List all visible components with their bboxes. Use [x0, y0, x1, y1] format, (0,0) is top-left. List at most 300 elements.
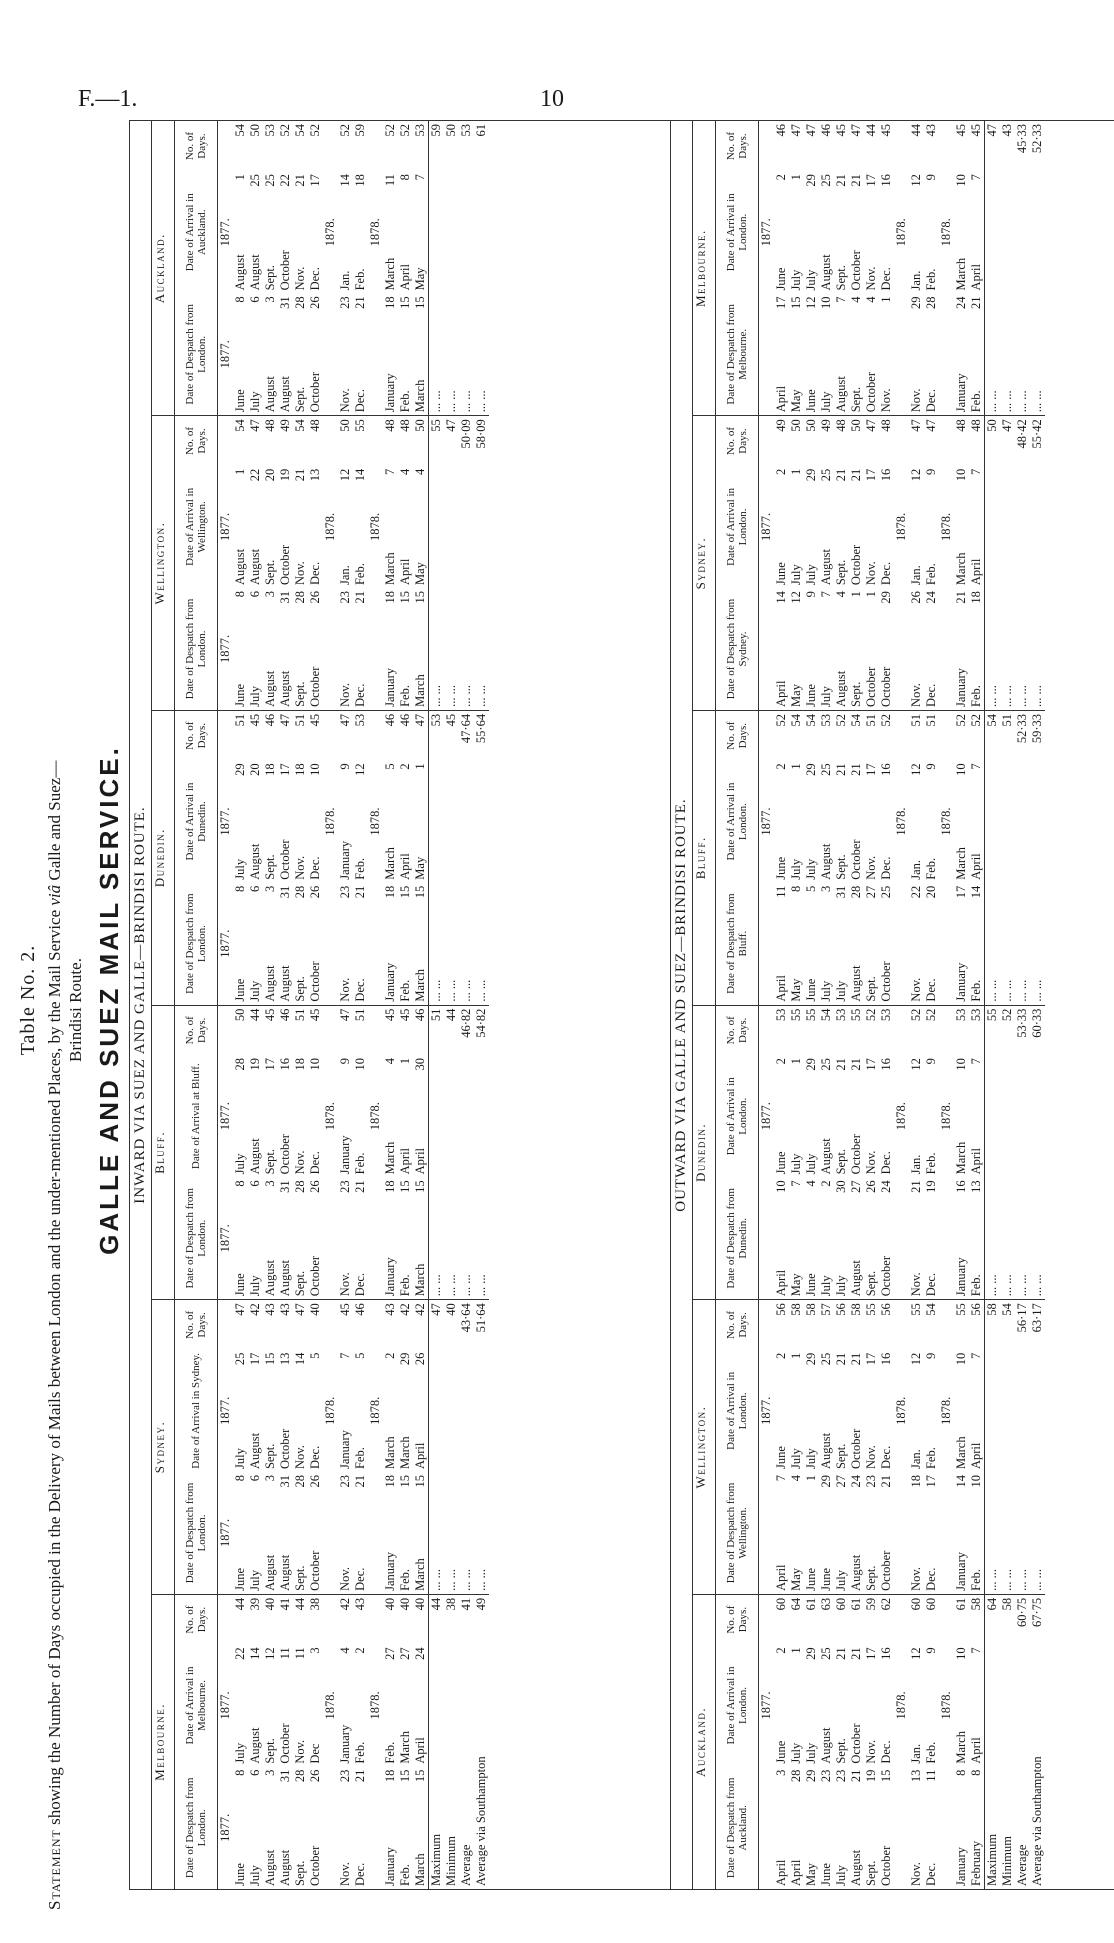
arrival-day: 1 [789, 1647, 803, 1654]
despatch-day: 15 [398, 591, 412, 604]
despatch-column-header: Date of Despatch from Melbourne. [716, 293, 759, 415]
arrival-month: Dec. [308, 561, 322, 586]
despatch-month: October [308, 1845, 322, 1886]
despatch-day: 3 [263, 1180, 277, 1187]
despatch-month: October [308, 1202, 323, 1299]
despatch-day: 26 [308, 591, 322, 604]
summary-value: 44 [444, 1008, 458, 1022]
arrival-month: July [233, 858, 247, 880]
arrival-day: 16 [879, 1647, 893, 1660]
days-count: 63 [819, 1597, 833, 1611]
despatch-day: 15 [398, 1769, 412, 1783]
arrival-day: 17 [248, 1352, 262, 1366]
arrival-day: 3 [308, 1647, 322, 1654]
days-column-header: No. of Days. [175, 1005, 218, 1055]
despatch-month: Nov. [909, 1202, 924, 1299]
year-label [368, 293, 383, 415]
despatch-day: 2 [819, 1180, 833, 1187]
year-label: 1878. [323, 1102, 337, 1131]
summary-label: Average [1015, 1844, 1029, 1886]
arrival-day: 20 [263, 468, 277, 482]
days-count: 59 [864, 1597, 878, 1611]
summary-value: 47 [985, 121, 1001, 171]
despatch-month: June [819, 1497, 834, 1594]
days-count: 49 [774, 419, 788, 432]
despatch-month: Nov. [909, 1862, 923, 1886]
arrival-month: Sept. [263, 559, 277, 586]
days-count: 48 [834, 419, 848, 432]
arrival-month: Feb. [353, 1447, 367, 1470]
despatch-day: 8 [969, 1769, 983, 1776]
despatch-day: 8 [233, 1769, 247, 1776]
despatch-month: Feb. [398, 1864, 412, 1886]
days-count: 52 [924, 1008, 938, 1022]
despatch-day: 21 [353, 1769, 367, 1783]
empty-cell [759, 1300, 775, 1350]
despatch-day: 21 [353, 296, 367, 309]
despatch-month: Sept. [293, 613, 308, 710]
table-row [338, 121, 353, 1889]
year-label: 1878. [323, 1396, 337, 1425]
despatch-day: 26 [864, 1180, 878, 1193]
arrival-day: 1 [413, 763, 427, 770]
year-label [894, 293, 909, 415]
despatch-day: 8 [233, 1475, 247, 1482]
despatch-day: 24 [954, 296, 968, 309]
arrival-month: October [278, 1723, 292, 1764]
despatch-month: August [834, 318, 849, 415]
days-count: 46 [278, 1008, 292, 1022]
year-label: 1878. [894, 1102, 908, 1131]
despatch-day: 19 [924, 1180, 938, 1193]
days-count: 47 [924, 419, 938, 432]
statement-line2: Brindisi Route. [66, 958, 85, 1062]
despatch-day: 15 [413, 885, 427, 899]
arrival-month: April [398, 1147, 412, 1175]
arrival-day: 25 [248, 174, 262, 187]
despatch-day: 23 [338, 296, 352, 309]
arrival-day: 21 [834, 1647, 848, 1660]
days-count: 44 [233, 1597, 247, 1611]
despatch-day: 31 [278, 1769, 292, 1783]
despatch-month: Nov. [338, 318, 353, 415]
despatch-day: 12 [804, 296, 818, 309]
place-header: Wellington. [152, 416, 175, 711]
arrival-month: April [969, 853, 983, 880]
arrival-month: Feb. [924, 1741, 938, 1764]
summary-value: 59 [429, 121, 445, 171]
empty-cell [368, 1005, 383, 1055]
days-count: 54 [789, 713, 803, 727]
despatch-month: August [278, 1849, 292, 1886]
summary-dots: ... ... [1000, 466, 1015, 711]
year-label [894, 1472, 909, 1594]
table-row [248, 121, 263, 1889]
arrival-day: 7 [969, 174, 983, 181]
days-column-header: No. of Days. [716, 121, 759, 171]
arrival-day: 17 [278, 763, 292, 776]
arrival-day: 7 [969, 763, 983, 770]
arrival-day: 2 [774, 468, 788, 475]
days-count: 46 [774, 124, 788, 137]
arrival-day: 8 [398, 174, 412, 181]
table-row [398, 121, 413, 1889]
summary-value: 41 [459, 1597, 473, 1611]
place-header: Melbourne. [152, 1594, 175, 1889]
despatch-day: 4 [804, 1180, 818, 1187]
despatch-day: 14 [969, 885, 983, 899]
despatch-month: March [413, 1202, 429, 1299]
empty-cell [218, 1300, 234, 1350]
inward-section [130, 121, 670, 1889]
arrival-day: 2 [398, 763, 412, 770]
despatch-day: 17 [954, 885, 968, 899]
despatch-day: 8 [233, 591, 247, 598]
days-count: 43 [353, 1597, 367, 1611]
empty-cell [894, 710, 909, 760]
days-count: 61 [954, 1597, 968, 1611]
arrival-month: August [819, 1432, 833, 1470]
despatch-month: Feb. [969, 318, 985, 415]
arrival-day: 21 [849, 468, 863, 482]
days-count: 44 [293, 1597, 307, 1611]
arrival-month: August [248, 1432, 262, 1470]
arrival-month: July [789, 858, 803, 880]
days-count: 40 [383, 1597, 397, 1611]
days-count: 58 [804, 1303, 818, 1316]
arrival-month: Feb. [353, 1152, 367, 1175]
empty-cell [759, 1005, 775, 1055]
despatch-month: Sept. [849, 613, 864, 710]
arrival-column-header: Date of Arrival in London. [716, 171, 759, 293]
despatch-month: August [834, 613, 849, 710]
days-count: 51 [924, 713, 938, 727]
summary-dots: ... ... [1030, 466, 1045, 711]
despatch-month: June [233, 1863, 247, 1886]
empty-cell [894, 416, 909, 466]
days-count: 39 [248, 1597, 262, 1611]
arrival-month: Sept. [263, 1149, 277, 1175]
arrival-month: August [248, 1138, 262, 1175]
days-count: 46 [383, 713, 397, 727]
arrival-month: October [849, 250, 863, 291]
arrival-month: Nov. [293, 1739, 307, 1764]
days-count: 48 [263, 419, 277, 432]
days-count: 52 [383, 124, 397, 137]
despatch-month: August [278, 908, 293, 1005]
year-label: 1877. [218, 807, 232, 836]
year-label [894, 883, 909, 1005]
days-count: 57 [819, 1303, 833, 1316]
days-count: 45 [398, 1008, 412, 1022]
empty-cell [759, 710, 775, 760]
outward-route-title: OUTWARD VIA GALLE AND SUEZ—BRINDISI ROUTE. [671, 121, 693, 1889]
year-label [368, 1767, 383, 1889]
arrival-month: August [233, 548, 247, 586]
arrival-day: 16 [278, 1058, 292, 1071]
arrival-month: Jan. [909, 270, 923, 291]
summary-value: 52·33 [1015, 713, 1029, 744]
rotated-page-content [17, 90, 1097, 1910]
days-count: 47 [293, 1303, 307, 1316]
despatch-month: Dec. [924, 318, 939, 415]
arrival-day: 10 [308, 1058, 322, 1071]
despatch-month: June [804, 908, 819, 1005]
despatch-month: October [308, 908, 323, 1005]
summary-dots: ... ... [1015, 760, 1030, 1005]
summary-dots: ... ... [1015, 466, 1030, 711]
arrival-month: October [849, 839, 863, 880]
days-count: 61 [804, 1597, 818, 1611]
year-label [368, 1177, 383, 1299]
despatch-month: Nov. [338, 1202, 353, 1299]
year-label [323, 1177, 338, 1299]
summary-dots: ... ... [1000, 760, 1015, 1005]
summary-value: 40 [444, 1303, 458, 1316]
despatch-day: 1 [879, 296, 893, 303]
arrival-month: April [398, 264, 412, 291]
despatch-day: 15 [413, 591, 427, 604]
despatch-day: 8 [233, 1180, 247, 1187]
arrival-day: 19 [248, 1058, 262, 1071]
summary-value: 43 [1000, 124, 1014, 137]
arrival-day: 17 [864, 468, 878, 482]
summary-dots: ... ... [444, 171, 459, 416]
days-count: 55 [954, 1303, 968, 1316]
arrival-month: July [233, 1153, 247, 1175]
despatch-day: 15 [879, 1769, 893, 1783]
arrival-day: 2 [774, 174, 788, 181]
days-column-header: No. of Days. [175, 710, 218, 760]
despatch-day: 7 [789, 1180, 803, 1187]
year-label [894, 1177, 909, 1299]
empty-cell [368, 1300, 383, 1350]
table-row [233, 121, 248, 1889]
despatch-month: July [248, 613, 263, 710]
arrival-day: 9 [338, 1058, 352, 1065]
arrival-month: Nov. [293, 1445, 307, 1470]
despatch-day: 23 [864, 1475, 878, 1488]
summary-dots: ... ... [985, 1350, 1001, 1595]
despatch-day: 3 [263, 296, 277, 303]
year-label: 1878. [894, 512, 908, 541]
despatch-day: 5 [804, 885, 818, 892]
statement-rest2: Galle and Suez— [45, 760, 64, 881]
arrival-month: October [849, 1134, 863, 1175]
despatch-month: October [308, 1497, 323, 1594]
arrival-day: 17 [864, 1352, 878, 1366]
despatch-day: 26 [308, 1475, 322, 1488]
summary-value: 53 [459, 124, 473, 137]
days-count: 49 [278, 419, 292, 432]
arrival-day: 12 [909, 1647, 923, 1660]
days-count: 47 [864, 419, 878, 432]
despatch-month: June [233, 1202, 248, 1299]
arrival-month: Nov. [293, 855, 307, 880]
table-row [924, 121, 939, 1889]
arrival-day: 1 [789, 763, 803, 770]
arrival-day: 9 [924, 763, 938, 770]
arrival-month: August [233, 254, 247, 291]
despatch-month: April [789, 1859, 803, 1886]
days-count: 51 [864, 713, 878, 727]
despatch-month: October [879, 1845, 893, 1886]
arrival-month: April [413, 1147, 427, 1175]
place-header: Dunedin. [152, 710, 175, 1005]
empty-cell [894, 1300, 909, 1350]
arrival-day: 18 [293, 1058, 307, 1071]
arrival-month: Sept. [263, 854, 277, 880]
despatch-month: Dec. [924, 1497, 939, 1594]
summary-dots: ... ... [429, 1055, 445, 1300]
despatch-day: 15 [398, 1475, 412, 1488]
despatch-month: July [834, 1497, 849, 1594]
despatch-day: 7 [834, 296, 848, 303]
despatch-day: 28 [293, 591, 307, 604]
despatch-month: Nov. [338, 613, 353, 710]
year-label: 1878. [368, 1691, 382, 1720]
table-row [323, 121, 338, 1889]
arrival-day: 9 [924, 468, 938, 475]
despatch-day: 8 [954, 1769, 968, 1776]
year-label [368, 1472, 383, 1594]
empty-cell [218, 710, 234, 760]
days-count: 55 [789, 1008, 803, 1022]
despatch-day: 21 [353, 1180, 367, 1193]
arrival-day: 16 [879, 1352, 893, 1366]
arrival-column-header: Date of Arrival in London. [716, 760, 759, 882]
despatch-month: April [774, 1859, 788, 1886]
arrival-day: 16 [879, 468, 893, 482]
despatch-day: 31 [278, 1475, 292, 1488]
despatch-day: 3 [774, 1769, 788, 1776]
arrival-month: October [278, 839, 292, 880]
summary-dots: ... ... [459, 1055, 474, 1300]
arrival-day: 17 [263, 1058, 277, 1071]
main-title: GALLE AND SUEZ MAIL SERVICE. [94, 745, 124, 1255]
arrival-month: Nov. [864, 1150, 878, 1175]
arrival-day: 12 [263, 1647, 277, 1660]
days-count: 38 [308, 1597, 322, 1611]
arrival-day: 29 [804, 1058, 818, 1071]
days-count: 45 [248, 713, 262, 727]
arrival-day: 29 [804, 468, 818, 482]
arrival-day: 12 [338, 468, 352, 482]
despatch-day: 10 [774, 1180, 788, 1193]
arrival-month: Feb. [353, 1741, 367, 1764]
days-count: 47 [909, 419, 923, 432]
despatch-month: Sept. [293, 1497, 308, 1594]
arrival-column-header: Date of Arrival in Auckland. [175, 171, 218, 293]
despatch-day: 15 [413, 296, 427, 309]
days-count: 53 [834, 1008, 848, 1022]
days-count: 54 [293, 124, 307, 137]
arrival-day: 12 [909, 763, 923, 776]
summary-dots: ... ... [1030, 760, 1045, 1005]
summary-dots: ... ... [985, 760, 1001, 1005]
arrival-month: Feb. [353, 268, 367, 291]
arrival-month: July [804, 1153, 818, 1175]
year-label: 1878. [368, 1396, 382, 1425]
arrival-month: August [819, 843, 833, 880]
despatch-day: 26 [308, 1180, 322, 1193]
year-label [759, 1177, 775, 1299]
summary-dots: ... ... [1015, 1350, 1030, 1595]
empty-cell [939, 1594, 954, 1644]
days-count: 54 [849, 713, 863, 727]
arrival-month: June [774, 1740, 788, 1764]
year-label: 1877. [218, 1177, 234, 1299]
arrival-day: 12 [909, 468, 923, 482]
arrival-day: 12 [909, 174, 923, 187]
outward-table [693, 121, 1045, 1889]
arrival-column-header: Date of Arrival in London. [716, 466, 759, 588]
arrival-month: Dec. [308, 1445, 322, 1470]
arrival-month: August [248, 843, 262, 880]
arrival-month: July [804, 858, 818, 880]
despatch-month: June [233, 908, 248, 1005]
despatch-month: Sept. [864, 908, 879, 1005]
days-count: 46 [263, 713, 277, 727]
arrival-day: 18 [293, 763, 307, 776]
arrival-month: Nov. [864, 1739, 878, 1764]
arrival-month: Jan. [909, 859, 923, 880]
despatch-day: 21 [353, 591, 367, 604]
arrival-day: 4 [383, 1058, 397, 1065]
summary-label: Average via Southampton [474, 1756, 488, 1886]
despatch-day: 18 [383, 1475, 397, 1488]
despatch-month: October [864, 613, 879, 710]
year-label [368, 588, 383, 710]
despatch-month: August [278, 613, 293, 710]
table-row [774, 121, 789, 1889]
despatch-day: 23 [338, 1475, 352, 1488]
days-count: 47 [849, 124, 863, 137]
arrival-day: 10 [308, 763, 322, 776]
summary-value: 47·64 [459, 713, 473, 744]
days-count: 53 [969, 1008, 983, 1022]
summary-dots: ... ... [459, 171, 474, 416]
summary-value: 46·82 [459, 1008, 473, 1038]
summary-value: 48·42 [1015, 419, 1029, 449]
despatch-day: 1 [849, 591, 863, 598]
arrival-column-header: Date of Arrival at Bluff. [175, 1055, 218, 1177]
despatch-day: 17 [774, 296, 788, 309]
arrival-day: 24 [413, 1647, 427, 1660]
despatch-month: July [819, 908, 834, 1005]
table-row [909, 121, 924, 1889]
days-count: 47 [278, 713, 292, 727]
arrival-month: Jan. [338, 270, 352, 291]
despatch-day: 31 [834, 885, 848, 899]
summary-value: 59·33 [1030, 713, 1044, 744]
year-label: 1878. [939, 218, 953, 247]
despatch-month: August [849, 1497, 864, 1594]
summary-value: 47 [1000, 419, 1014, 432]
summary-row [1015, 121, 1030, 1889]
summary-row [459, 121, 474, 1889]
days-count: 62 [879, 1597, 893, 1611]
arrival-day: 4 [338, 1647, 352, 1654]
year-label: 1877. [218, 588, 234, 710]
despatch-month: Dec. [353, 318, 368, 415]
despatch-month: Feb. [398, 1202, 413, 1299]
days-count: 56 [879, 1303, 893, 1316]
arrival-day: 13 [278, 1352, 292, 1366]
summary-value: 58 [1000, 1597, 1014, 1611]
despatch-day: 28 [293, 296, 307, 309]
arrival-day: 7 [969, 1352, 983, 1359]
